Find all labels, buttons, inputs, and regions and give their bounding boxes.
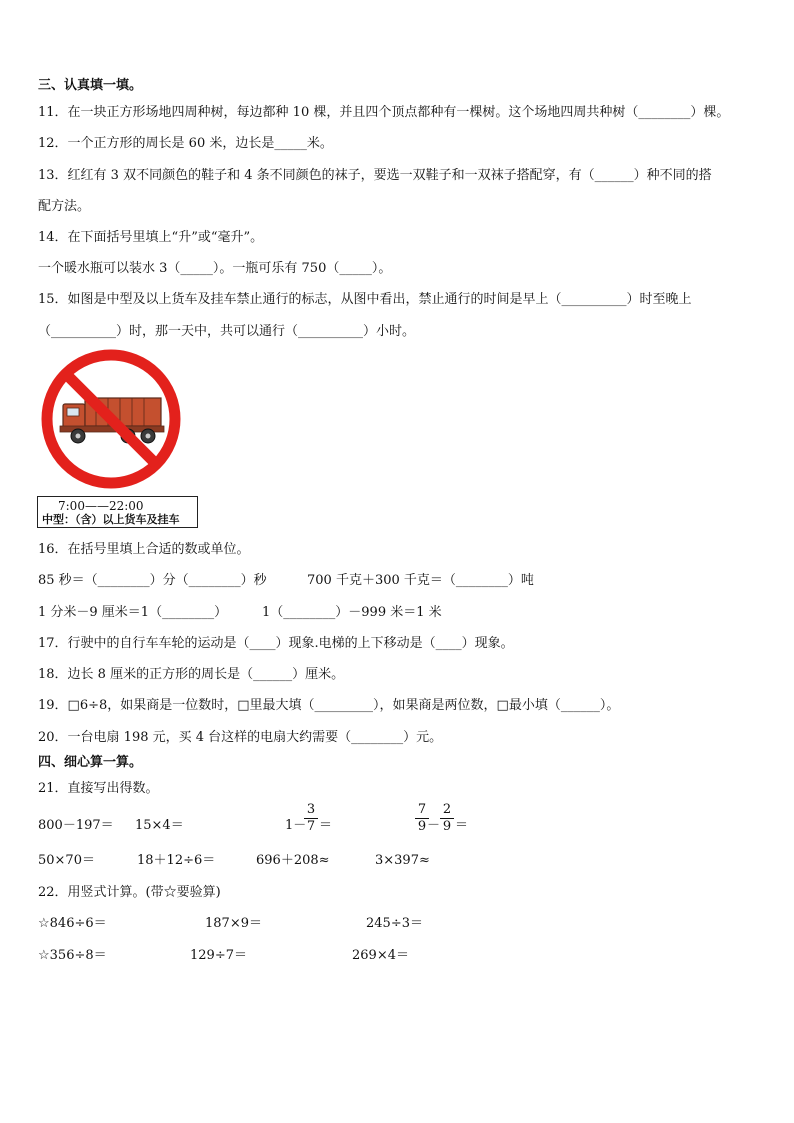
sign-caption: 中型：（含）以上货车及挂车 [42, 513, 180, 526]
calc-21-f: 18＋12÷6＝ [137, 853, 216, 868]
question-15-line-2: （__________）时，那一天中，共可以通行（__________）小时。 [38, 324, 416, 339]
question-11: 11．在一块正方形场地四周种树，每边都种 10 棵，并且四个顶点都种有一棵树。这个场地四周共种树（________）棵。 [38, 105, 730, 120]
fraction-denominator: 9 [442, 819, 452, 834]
sign-time: 7:00——22:00 [58, 499, 144, 513]
question-16-c: 1 分米－9 厘米＝1（________） [38, 605, 228, 620]
question-17: 17．行驶中的自行车车轮的运动是（____）现象.电梯的上下移动是（____）现象。 [38, 636, 514, 651]
calc-21-c-equals: ＝ [319, 818, 333, 833]
calc-21-b: 15×4＝ [135, 818, 184, 833]
fraction-denominator: 9 [417, 819, 427, 834]
fraction-denominator: 7 [306, 819, 316, 834]
question-16-title: 16．在括号里填上合适的数或单位。 [38, 542, 250, 557]
question-16-a: 85 秒＝（________）分（________）秒 [38, 573, 267, 588]
calc-21-g: 696＋208≈ [256, 853, 330, 868]
calc-21-d-fraction-2 [440, 803, 454, 834]
question-19: 19．□6÷8，如果商是一位数时，□里最大填（_________），如果商是两位数，□最小填（______）。 [38, 698, 620, 713]
question-21-title: 21．直接写出得数。 [38, 781, 159, 796]
calc-21-d-operator: － [427, 818, 441, 833]
calc-22-d: ☆356÷8＝ [38, 948, 107, 963]
calc-21-h: 3×397≈ [375, 853, 430, 868]
calc-22-a: ☆846÷6＝ [38, 916, 107, 931]
question-22-title: 22．用竖式计算。(带☆要验算) [38, 885, 221, 900]
question-12: 12．一个正方形的周长是 60 米，边长是_____米。 [38, 136, 333, 151]
question-13-line-2: 配方法。 [38, 199, 91, 214]
calc-21-c-prefix: 1－ [285, 818, 307, 833]
section-4-title: 四、细心算一算。 [38, 755, 143, 770]
question-18: 18．边长 8 厘米的正方形的周长是（______）厘米。 [38, 667, 345, 682]
no-trucks-sign-icon [38, 346, 184, 492]
question-13-line-1: 13．红红有 3 双不同颜色的鞋子和 4 条不同颜色的袜子，要选一双鞋子和一双袜子搭配穿，有（______）种不同的搭 [38, 168, 712, 183]
calc-21-c-fraction [304, 803, 318, 834]
section-3-title: 三、认真填一填。 [38, 78, 143, 93]
calc-21-d-equals: ＝ [455, 818, 469, 833]
calc-21-e: 50×70＝ [38, 853, 95, 868]
question-16-b: 700 千克＋300 千克＝（________）吨 [307, 573, 534, 588]
calc-22-b: 187×9＝ [205, 916, 262, 931]
calc-22-e: 129÷7＝ [190, 948, 247, 963]
calc-22-c: 245÷3＝ [366, 916, 423, 931]
question-14-line-2: 一个暖水瓶可以装水 3（_____）。一瓶可乐有 750（_____）。 [38, 261, 392, 276]
question-15-line-1: 15．如图是中型及以上货车及挂车禁止通行的标志，从图中看出，禁止通行的时间是早上（__________）时至晚上 [38, 292, 692, 307]
fraction-numerator: 3 [306, 802, 316, 817]
sign-caption-box [37, 496, 198, 528]
fraction-numerator: 2 [442, 802, 452, 817]
question-16-d: 1（________）－999 米＝1 米 [262, 605, 442, 620]
question-14-line-1: 14．在下面括号里填上“升”或“毫升”。 [38, 230, 264, 245]
calc-21-a: 800－197＝ [38, 818, 114, 833]
question-20: 20．一台电扇 198 元，买 4 台这样的电扇大约需要（________）元。 [38, 730, 443, 745]
calc-22-f: 269×4＝ [352, 948, 409, 963]
fraction-numerator: 7 [417, 802, 427, 817]
